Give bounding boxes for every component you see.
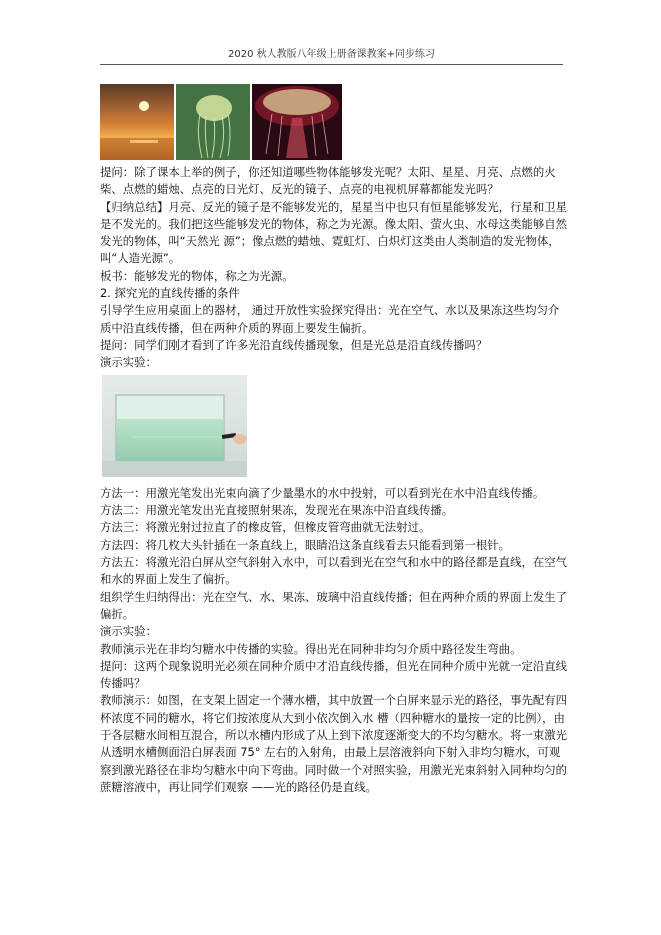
page-header: 2020 秋人教版八年级上册备课教案+同步练习 <box>100 48 563 65</box>
section-heading: 2. 探究光的直线传播的条件 <box>100 286 240 301</box>
demo-label: 演示实验： <box>100 624 157 639</box>
demo-label: 演示实验： <box>100 355 157 370</box>
conclusion-paragraph: 组织学生归纳得出：光在空气、水、果冻、玻璃中沿直线传播；但在两种介质的界面上发生了偏折。 <box>100 589 568 621</box>
method-5: 方法五：将激光沿白屏从空气斜射入水中，可以看到光在空气和水中的路径都是直线，在空气和水的界面上发生了偏折。 <box>100 555 568 587</box>
method-1: 方法一：用激光笔发出光束向滴了少量墨水的水中投射，可以看到光在水中沿直线传播。 <box>100 485 545 500</box>
photo-strip <box>100 84 342 160</box>
method-3: 方法三：将激光射过拉直了的橡皮管，但橡皮管弯曲就无法射过。 <box>100 520 431 535</box>
question-paragraph: 提问：除了课本上举的例子，你还知道哪些物体能够发光呢？太阳、星星、月亮、点燃的火柴、点燃的蜡烛、点亮的日光灯、反光的镜子、点亮的电视机屏幕都能发光吗？ <box>100 165 556 197</box>
document-body <box>100 164 570 796</box>
neon-lamp-photo <box>252 84 342 160</box>
method-4: 方法四：将几枚大头针插在一条直线上，眼睛沿这条直线看去只能看到第一根针。 <box>100 537 511 552</box>
blackboard-note: 板书：能够发光的物体，称之为光源。 <box>100 268 294 283</box>
question-paragraph: 提问：同学们刚才看到了许多光沿直线传播现象，但是光总是沿直线传播吗？ <box>100 337 488 352</box>
sunset-photo <box>100 84 174 160</box>
teacher-demo-detail: 教师演示：如图，在支架上固定一个薄水槽，其中放置一个白屏来显示光的路径，事先配有四杯浓度不同的糖水，将它们按浓度从大到小依次倒入水 槽（四种糖水的量按一定的比例），由于各层糖水间相互混合，所以水槽内形成了从上到下浓度逐渐变大的不均匀糖水。将一束激光从透明水槽侧面沿白屏表面 75° 左右的入射角，由最上层溶液斜向下射入非均匀糖水，可观察到激光路径在非均匀糖水中向下弯曲。同时做一个对照实验，用激光光束斜射入同种均匀的蔗糖溶液中，再让同学们观察 ——光的路径仍是直线。 <box>100 693 568 794</box>
laser-water-tank-photo <box>102 375 247 477</box>
summary-paragraph: 【归纳总结】月亮、反光的镜子是不能够发光的，星星当中也只有恒星能够发光，行星和卫星是不发光的。我们把这些能够发光的物体，称之为光源。像太阳、萤火虫、水母这类能够自然发光的物体，叫“天然光 源”；像点燃的蜡烛、霓虹灯、白炽灯这类由人类制造的发光物体，叫“人造光源”。 <box>100 199 568 266</box>
guide-paragraph: 引导学生应用桌面上的器材， 通过开放性实验探究得出：光在空气、水以及果冻这些均匀介质中沿直线传播，但在两种介质的界面上要发生偏折。 <box>100 303 560 335</box>
teacher-demo-paragraph: 教师演示光在非均匀糖水中传播的实验。得出光在同种非均匀介质中路径发生弯曲。 <box>100 641 522 656</box>
jellyfish-photo <box>176 84 250 160</box>
question-paragraph: 提问：这两个现象说明光必须在同种介质中才沿直线传播，但光在同种介质中光就一定沿直线传播吗？ <box>100 658 568 691</box>
method-2: 方法二：用激光笔发出光直接照射果冻，发现光在果冻中沿直线传播。 <box>100 503 454 518</box>
